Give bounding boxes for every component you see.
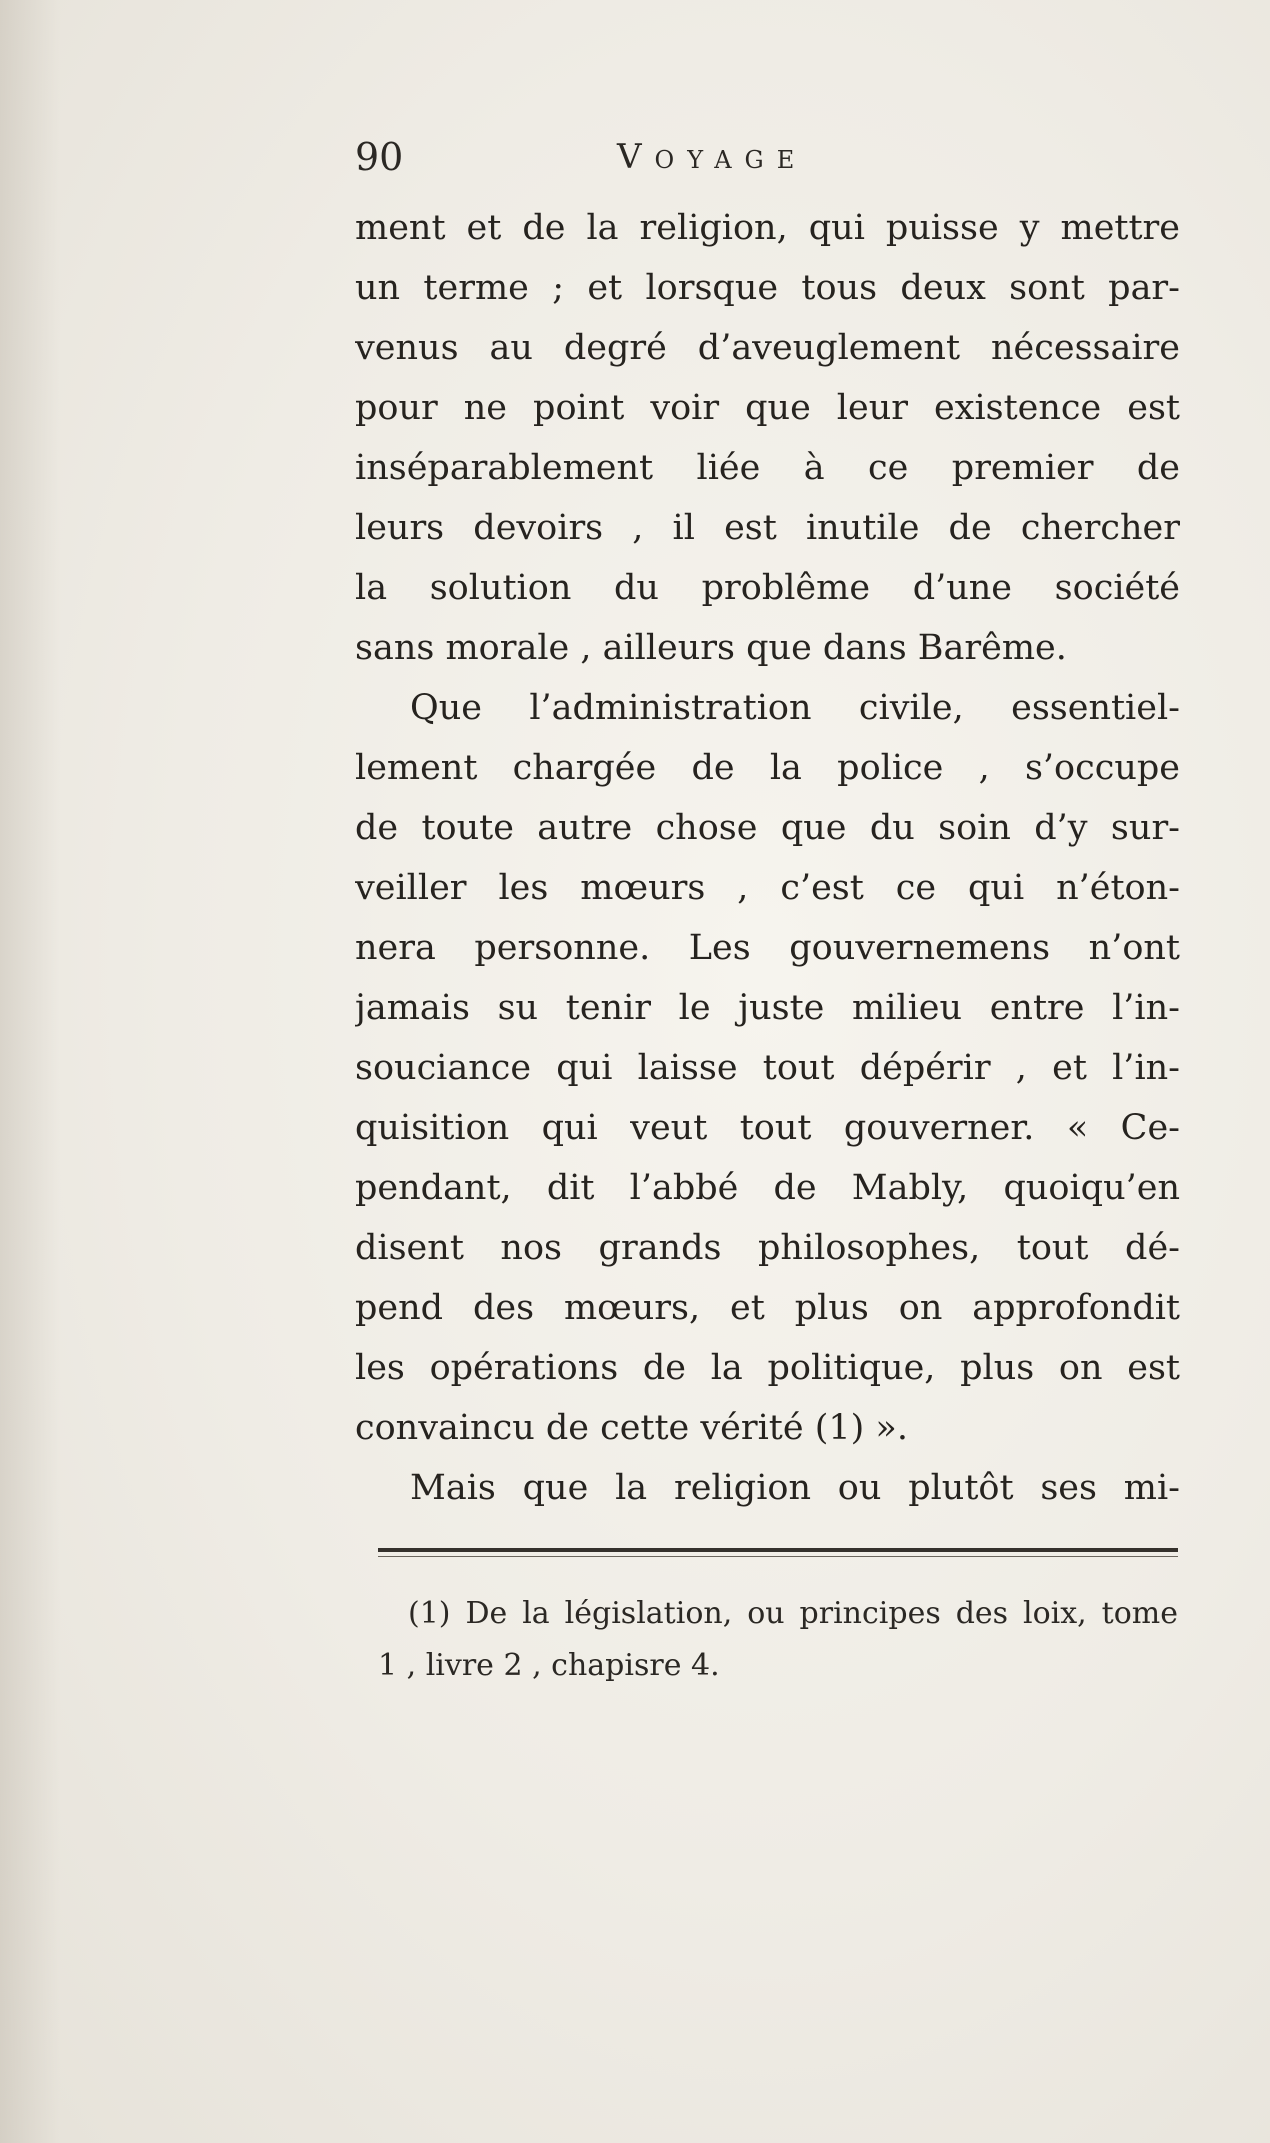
text-line: ment et de la religion, qui puisse y mettre [355, 208, 1180, 248]
text-line: un terme ; et lorsque tous deux sont par- [355, 268, 1180, 308]
text-line: Mais que la religion ou plutôt ses mi- [410, 1468, 1180, 1508]
footnote [378, 1588, 1178, 1692]
page-number: 90 [355, 135, 404, 179]
text-line: lement chargée de la police , s’occupe [355, 748, 1180, 788]
text-line: Que l’administration civile, essentiel- [410, 688, 1180, 728]
text-line: jamais su tenir le juste milieu entre l’in- [355, 988, 1180, 1028]
footnote-rule-thin [378, 1556, 1178, 1557]
text-line: pendant, dit l’abbé de Mably, quoiqu’en [355, 1168, 1180, 1208]
footnote-line: 1 , livre 2 , chapisre 4. [378, 1648, 720, 1683]
footnote-rule [378, 1548, 1178, 1552]
footnote-line: (1) De la législation, ou principes des loix, tome [408, 1596, 1178, 1631]
text-line: la solution du problême d’une société [355, 568, 1180, 608]
text-line: quisition qui veut tout gouverner. « Ce- [355, 1108, 1180, 1148]
page-shadow [0, 0, 60, 2143]
text-line: les opérations de la politique, plus on est [355, 1348, 1180, 1388]
text-line: souciance qui laisse tout dépérir , et l’in- [355, 1048, 1180, 1088]
text-line: venus au degré d’aveuglement nécessaire [355, 328, 1180, 368]
running-title: Voyage [617, 137, 808, 177]
text-line: veiller les mœurs , c’est ce qui n’éton- [355, 868, 1180, 908]
text-line: de toute autre chose que du soin d’y sur- [355, 808, 1180, 848]
text-line: sans morale , ailleurs que dans Barême. [355, 628, 1067, 668]
text-line: convaincu de cette vérité (1) ». [355, 1408, 908, 1448]
text-line: leurs devoirs , il est inutile de chercher [355, 508, 1180, 548]
text-line: pend des mœurs, et plus on approfondit [355, 1288, 1180, 1328]
text-line: nera personne. Les gouvernemens n’ont [355, 928, 1180, 968]
body-text [355, 198, 1180, 1518]
text-line: inséparablement liée à ce premier de [355, 448, 1180, 488]
text-line: pour ne point voir que leur existence est [355, 388, 1180, 428]
page-header [355, 128, 1180, 188]
text-line: disent nos grands philosophes, tout dé- [355, 1228, 1180, 1268]
